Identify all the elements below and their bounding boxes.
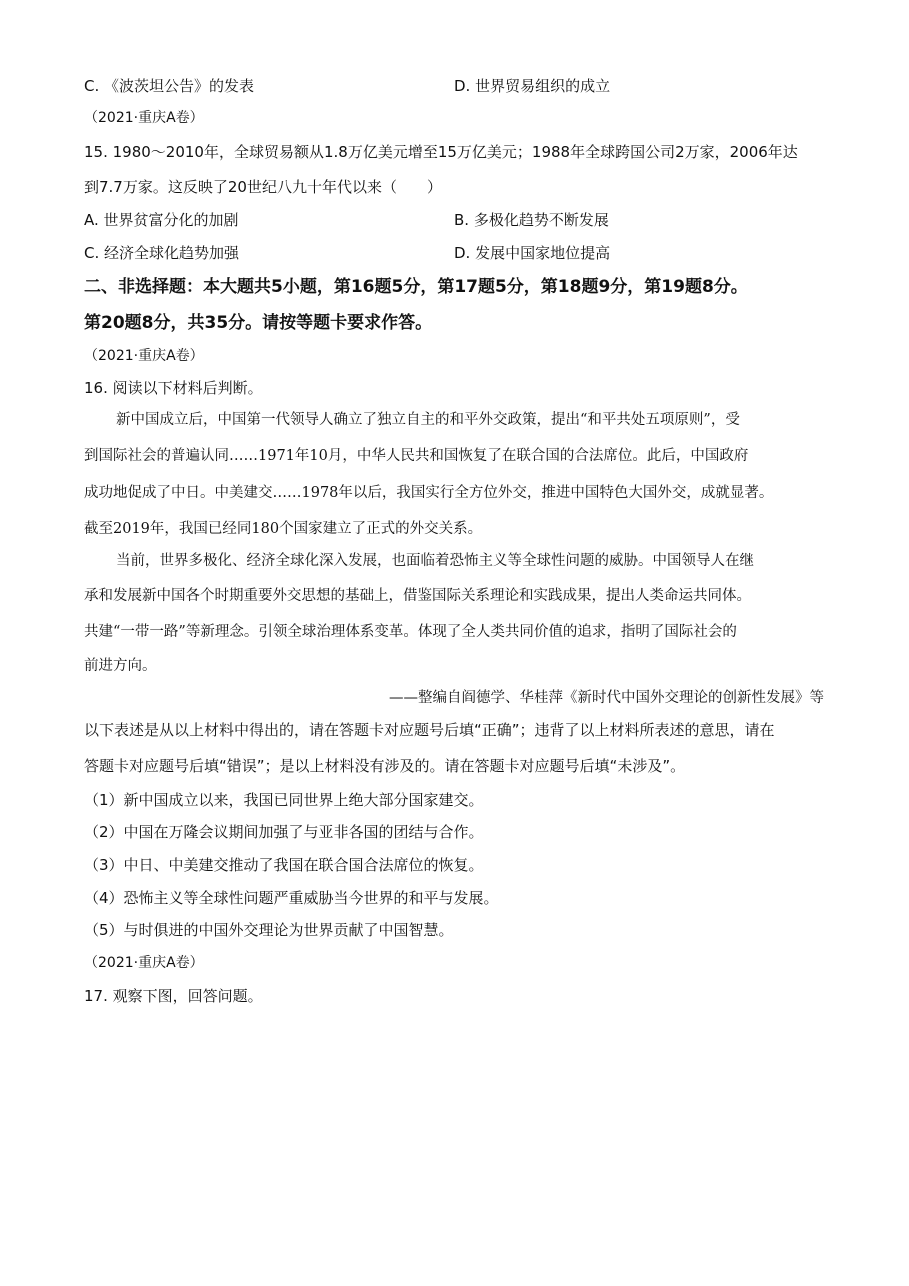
passage-line: 成功地促成了中日。中美建交……1978年以后，我国实行全方位外交，推进中国特色大国外交，成就显著。 <box>84 485 774 501</box>
q17-source: （2021·重庆A卷） <box>84 955 204 971</box>
q15-source: （2021·重庆A卷） <box>84 110 204 126</box>
q16-passage <box>84 410 824 674</box>
q16-stem: 16. 阅读以下材料后判断。 <box>84 379 263 397</box>
q17-stem: 17. 观察下图，回答问题。 <box>84 987 263 1005</box>
passage-line: 新中国成立后，中国第一代领导人确立了独立自主的和平外交政策，提出“和平共处五项原则”，受 <box>116 412 740 428</box>
q15-option-c: C. 经济全球化趋势加强 <box>84 244 240 262</box>
passage-line: 前进方向。 <box>84 658 157 674</box>
q16-attribution: ——整编自阎德学、华桂萍《新时代中国外交理论的创新性发展》等 <box>389 690 824 706</box>
q14-option-c: C. 《波茨坦公告》的发表 <box>84 77 255 95</box>
section2-heading-line2: 第20题8分，共35分。请按等题卡要求作答。 <box>84 313 433 333</box>
passage-line: 当前，世界多极化、经济全球化深入发展，也面临着恐怖主义等全球性问题的威胁。中国领导人在继 <box>116 553 754 569</box>
q15-option-d: D. 发展中国家地位提高 <box>454 244 611 262</box>
q14-option-d: D. 世界贸易组织的成立 <box>454 77 611 95</box>
passage-line: 截至2019年，我国已经同180个国家建立了正式的外交关系。 <box>84 521 483 537</box>
q16-item-1: （1）新中国成立以来，我国已同世界上绝大部分国家建交。 <box>84 791 484 809</box>
q15-stem-line2: 到7.7万家。这反映了20世纪八九十年代以来（ ） <box>84 178 442 196</box>
q15-option-b: B. 多极化趋势不断发展 <box>454 211 609 229</box>
passage-line: 共建“一带一路”等新理念。引领全球治理体系变革。体现了全人类共同价值的追求，指明了国际社会的 <box>84 624 737 640</box>
q16-instruction-line1: 以下表述是从以上材料中得出的，请在答题卡对应题号后填“正确”；违背了以上材料所表述的意思，请在 <box>84 721 775 739</box>
q16-item-4: （4）恐怖主义等全球性问题严重威胁当今世界的和平与发展。 <box>84 889 499 907</box>
q16-instruction-line2: 答题卡对应题号后填“错误”；是以上材料没有涉及的。请在答题卡对应题号后填“未涉及”。 <box>84 757 686 775</box>
q15-stem-line1: 15. 1980～2010年，全球贸易额从1.8万亿美元增至15万亿美元；1988年全球跨国公司2万家，2006年达 <box>84 143 798 161</box>
q16-source: （2021·重庆A卷） <box>84 348 204 364</box>
q16-item-2: （2）中国在万隆会议期间加强了与亚非各国的团结与合作。 <box>84 823 484 841</box>
q16-item-3: （3）中日、中美建交推动了我国在联合国合法席位的恢复。 <box>84 856 484 874</box>
q16-attribution-row <box>84 688 824 710</box>
passage-line: 承和发展新中国各个时期重要外交思想的基础上，借鉴国际关系理论和实践成果，提出人类命运共同体。 <box>84 588 751 604</box>
q16-item-5: （5）与时俱进的中国外交理论为世界贡献了中国智慧。 <box>84 921 454 939</box>
section2-heading-line1: 二、非选择题：本大题共5小题，第16题5分，第17题5分，第18题9分，第19题8分。 <box>84 277 748 297</box>
q15-option-a: A. 世界贫富分化的加剧 <box>84 211 239 229</box>
passage-line: 到国际社会的普遍认同……1971年10月，中华人民共和国恢复了在联合国的合法席位。此后，中国政府 <box>84 448 749 464</box>
